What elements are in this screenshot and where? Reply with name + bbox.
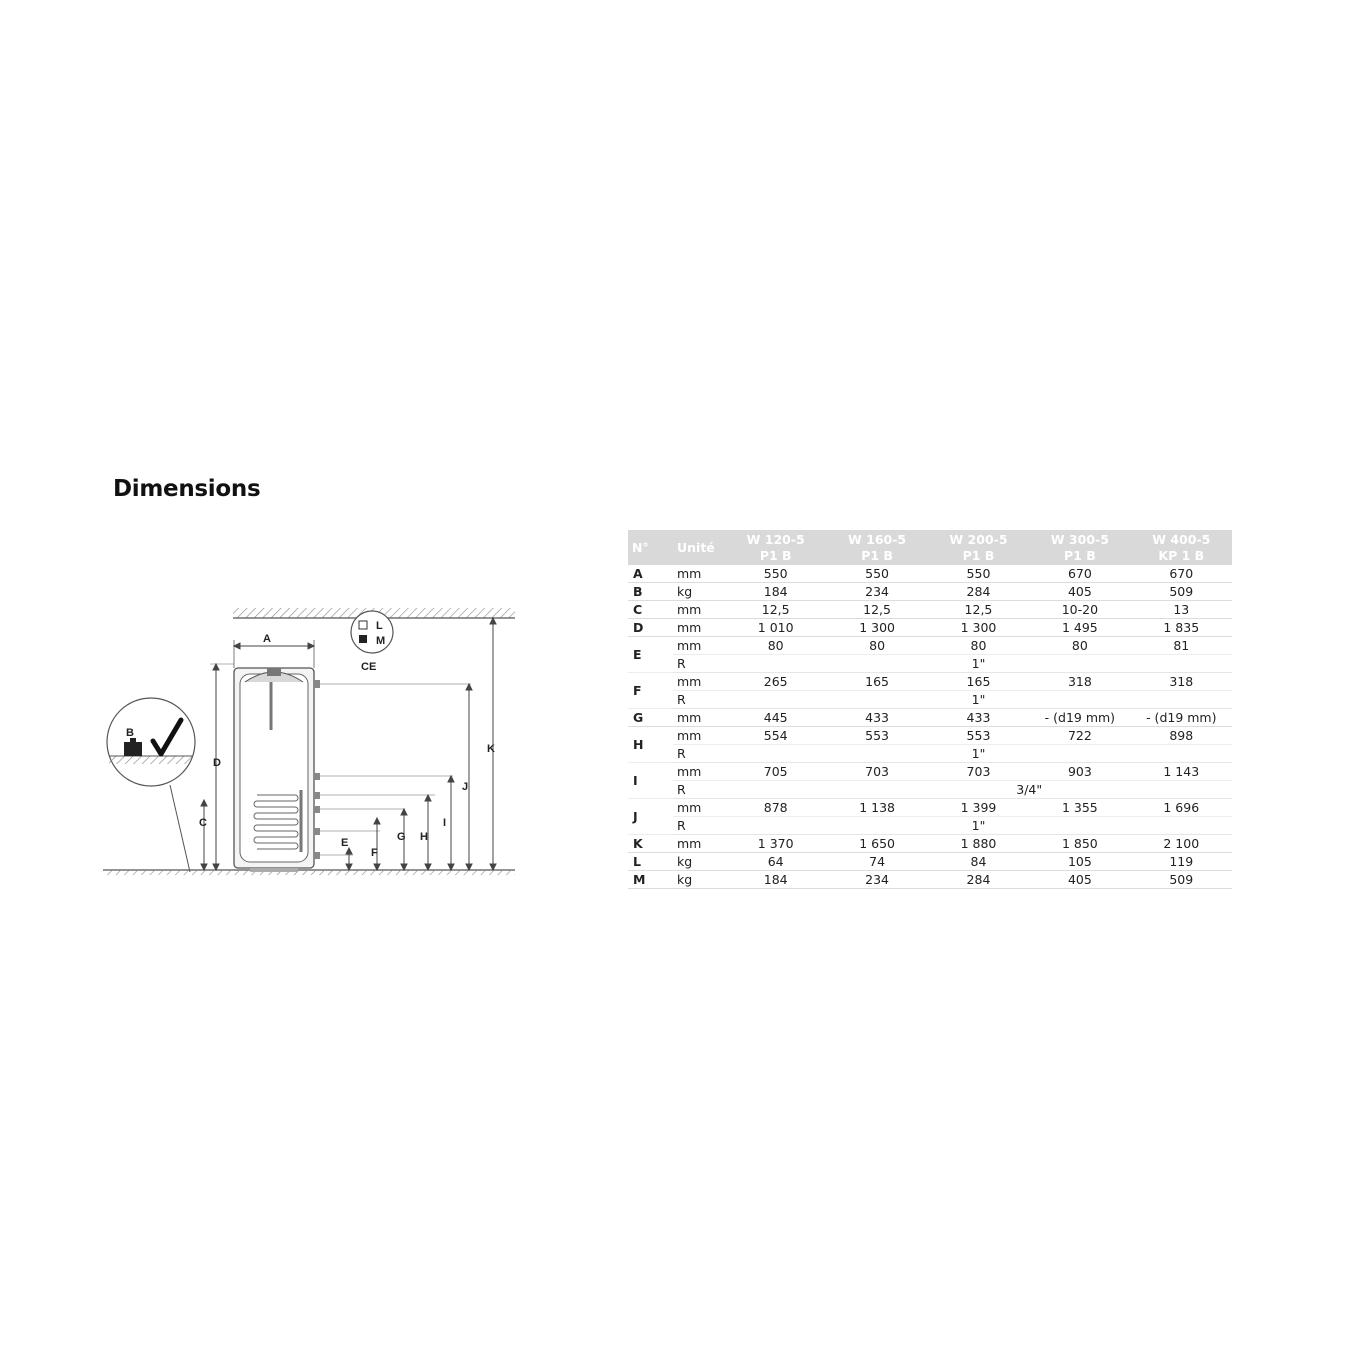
row-unit: R: [673, 745, 725, 763]
weight-icon: [124, 742, 142, 756]
table-cell: 509: [1131, 583, 1232, 601]
row-unit: kg: [673, 583, 725, 601]
table-cell: 1 300: [826, 619, 927, 637]
row-id: M: [628, 871, 673, 889]
table-cell: 12,5: [826, 601, 927, 619]
row-id: H: [628, 727, 673, 763]
row-unit: R: [673, 655, 725, 673]
table-row: [628, 835, 1232, 853]
table-cell: 550: [826, 565, 927, 583]
table-cell: 405: [1029, 871, 1130, 889]
table-cell: 80: [1029, 637, 1130, 655]
table-cell: 703: [826, 763, 927, 781]
table-row: [628, 781, 1232, 799]
table-cell: 1 835: [1131, 619, 1232, 637]
label-h: H: [420, 831, 428, 843]
row-unit: mm: [673, 709, 725, 727]
table-header-row: [628, 530, 1232, 565]
table-cell: 1 650: [826, 835, 927, 853]
table-cell: 878: [725, 799, 826, 817]
table-cell: 234: [826, 871, 927, 889]
table-cell: 105: [1029, 853, 1130, 871]
table-row: [628, 565, 1232, 583]
table-cell-shared: 1": [725, 745, 1232, 763]
header-unit: Unité: [673, 530, 725, 565]
row-unit: mm: [673, 637, 725, 655]
table-row: [628, 691, 1232, 709]
header-model: W 300-5 P1 B: [1029, 530, 1130, 565]
table-cell: 1 143: [1131, 763, 1232, 781]
label-m: M: [376, 635, 386, 647]
table-cell: 1 880: [928, 835, 1029, 853]
table-cell: 80: [826, 637, 927, 655]
label-k: K: [487, 743, 495, 755]
table-cell: 165: [928, 673, 1029, 691]
table-cell-shared: 3/4": [725, 781, 1232, 799]
table-cell: 433: [826, 709, 927, 727]
table-cell: 509: [1131, 871, 1232, 889]
row-unit: mm: [673, 673, 725, 691]
table-row: [628, 745, 1232, 763]
row-unit: kg: [673, 853, 725, 871]
row-id: A: [628, 565, 673, 583]
table-cell: 553: [826, 727, 927, 745]
row-id: F: [628, 673, 673, 709]
label-d: D: [213, 757, 221, 769]
floor: [103, 870, 515, 875]
row-id: L: [628, 853, 673, 871]
table-cell: 550: [725, 565, 826, 583]
label-l: L: [376, 620, 383, 632]
table-cell-shared: 1": [725, 655, 1232, 673]
table-cell: 184: [725, 871, 826, 889]
row-id: G: [628, 709, 673, 727]
table-row: [628, 601, 1232, 619]
table-cell: 445: [725, 709, 826, 727]
table-row: [628, 655, 1232, 673]
row-unit: R: [673, 817, 725, 835]
row-unit: mm: [673, 727, 725, 745]
table-cell: 722: [1029, 727, 1130, 745]
table-row: [628, 763, 1232, 781]
table-cell: 553: [928, 727, 1029, 745]
table-cell: 284: [928, 583, 1029, 601]
table-row: [628, 673, 1232, 691]
table-cell: 2 100: [1131, 835, 1232, 853]
table-cell: 81: [1131, 637, 1232, 655]
table-cell: 284: [928, 871, 1029, 889]
table-cell: 1 696: [1131, 799, 1232, 817]
row-unit: mm: [673, 763, 725, 781]
row-unit: mm: [673, 601, 725, 619]
weight-badge-b: [107, 698, 195, 872]
table-cell: 670: [1131, 565, 1232, 583]
table-cell: 318: [1029, 673, 1130, 691]
table-cell: 184: [725, 583, 826, 601]
label-c: C: [199, 817, 207, 829]
table-cell: 898: [1131, 727, 1232, 745]
page-title: Dimensions: [113, 476, 261, 502]
table-row: [628, 871, 1232, 889]
table-cell: 318: [1131, 673, 1232, 691]
table-cell: 1 138: [826, 799, 927, 817]
label-e: E: [341, 837, 349, 849]
table-row: [628, 637, 1232, 655]
table-cell: - (d19 mm): [1029, 709, 1130, 727]
table-cell: 165: [826, 673, 927, 691]
label-f: F: [371, 847, 378, 859]
table-cell: 80: [725, 637, 826, 655]
table-cell: 265: [725, 673, 826, 691]
table-cell: 1 850: [1029, 835, 1130, 853]
table-cell: 13: [1131, 601, 1232, 619]
table-cell-shared: 1": [725, 691, 1232, 709]
table-row: [628, 853, 1232, 871]
table-cell: 550: [928, 565, 1029, 583]
table-cell: 405: [1029, 583, 1130, 601]
table-row: [628, 799, 1232, 817]
label-b: B: [126, 727, 134, 739]
label-j: J: [462, 781, 469, 793]
label-g: G: [397, 831, 406, 843]
table-cell: 670: [1029, 565, 1130, 583]
table-body: [628, 565, 1232, 889]
header-model: W 200-5 P1 B: [928, 530, 1029, 565]
table-cell: 74: [826, 853, 927, 871]
table-cell: 903: [1029, 763, 1130, 781]
row-unit: kg: [673, 871, 725, 889]
table-cell: 80: [928, 637, 1029, 655]
table-row: [628, 727, 1232, 745]
header-model: W 400-5 KP 1 B: [1131, 530, 1232, 565]
table-cell: 10-20: [1029, 601, 1130, 619]
row-unit: R: [673, 691, 725, 709]
row-id: C: [628, 601, 673, 619]
weight-badge-lm: [351, 611, 393, 673]
label-i: I: [443, 817, 447, 829]
table-cell: 705: [725, 763, 826, 781]
table-row: [628, 817, 1232, 835]
tank-cross-section-icon: [234, 668, 320, 872]
header-model: W 120-5 P1 B: [725, 530, 826, 565]
table-cell: 1 399: [928, 799, 1029, 817]
table-cell: 1 300: [928, 619, 1029, 637]
row-unit: mm: [673, 619, 725, 637]
row-id: I: [628, 763, 673, 799]
table-cell: 64: [725, 853, 826, 871]
table-cell: 1 355: [1029, 799, 1130, 817]
ce-mark: CE: [361, 661, 377, 673]
row-unit: R: [673, 781, 725, 799]
table-cell: 84: [928, 853, 1029, 871]
table-cell: 703: [928, 763, 1029, 781]
table-row: [628, 709, 1232, 727]
row-unit: mm: [673, 799, 725, 817]
row-id: K: [628, 835, 673, 853]
table-cell: 12,5: [725, 601, 826, 619]
row-unit: mm: [673, 565, 725, 583]
dimensions-table: [628, 530, 1232, 889]
row-id: J: [628, 799, 673, 835]
header-model: W 160-5 P1 B: [826, 530, 927, 565]
table-cell-shared: 1": [725, 817, 1232, 835]
table-cell: - (d19 mm): [1131, 709, 1232, 727]
row-id: B: [628, 583, 673, 601]
table-row: [628, 583, 1232, 601]
header-no: N°: [628, 530, 673, 565]
table-cell: 119: [1131, 853, 1232, 871]
row-id: E: [628, 637, 673, 673]
table-cell: 1 495: [1029, 619, 1130, 637]
row-id: D: [628, 619, 673, 637]
table-row: [628, 619, 1232, 637]
table-cell: 554: [725, 727, 826, 745]
row-unit: mm: [673, 835, 725, 853]
label-a: A: [263, 633, 271, 645]
table-cell: 433: [928, 709, 1029, 727]
tank-dimension-diagram: [95, 590, 535, 890]
table-cell: 1 370: [725, 835, 826, 853]
table-cell: 12,5: [928, 601, 1029, 619]
table-cell: 1 010: [725, 619, 826, 637]
table-cell: 234: [826, 583, 927, 601]
